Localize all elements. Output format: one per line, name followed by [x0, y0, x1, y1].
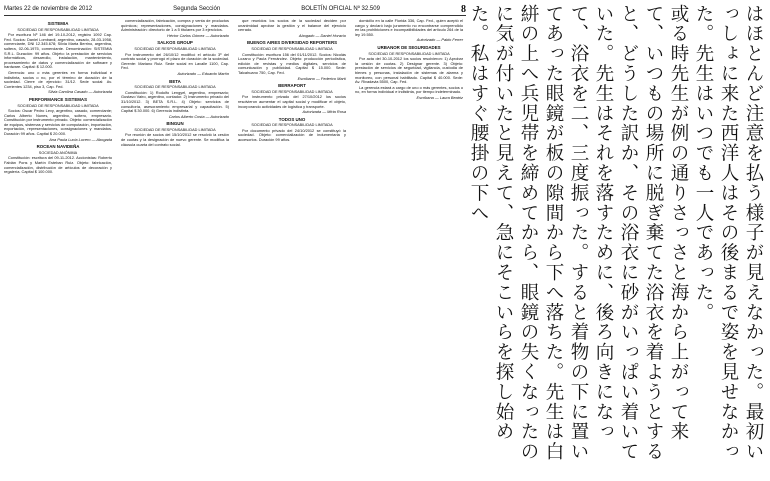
notice-subtitle: SOCIEDAD DE RESPONSABILIDAD LIMITADA	[134, 46, 216, 51]
notice-paragraph: Constitución: escritura 156 del 01/11/2012. Socios: Nicolás Lozano y Paula Fernández. Objeto: producción periodística, edición de revistas y medios digitales, servicios de comunicación y publicidad. Capital $ 15.000. Sede: Talcahuano 750, Cap. Fed.	[238, 51, 346, 75]
notice-signature: Ana Paula Lucia Lucero — Abogada	[49, 136, 112, 142]
bulletin-column-1	[4, 19, 112, 176]
header-section: Segunda Sección	[173, 6, 221, 12]
notice-paragraph: que reunidos los socios de la sociedad deciden por unanimidad aprobar la gestión y el balance del ejercicio cerrado.	[238, 18, 346, 33]
notice-title: SALKOS GROUP	[157, 40, 193, 46]
notice-title: BUENOS AIRES DIVERSIDAD REPORTERS	[246, 40, 338, 46]
notice-paragraph: comercialización, fabricación, compra y venta de productos químicos; representaciones, consignaciones y mandatos. Administración: directorio de 1 a 5 titulares por 3 ejercicios.	[121, 18, 229, 33]
bulletin-column-3	[238, 19, 346, 144]
notice-signature: Autorizado — Pablo Ferrer	[416, 37, 463, 43]
notice-paragraph: Constitución: escritura del 09-11-2012. Accionistas: Roberto Fabián Pons y Martín Esteban Ruiz. Objeto: fabricación, comercialización, distribución de artículos de decoración y regalería. Capital $ 100.000.	[4, 155, 112, 175]
notice-paragraph: Por instrumento del 26/10/12 modificó el artículo 3º del contrato social y prorrogó el plazo de duración de la sociedad. Gerente: Mariano Ruiz. Sede social en Lavalle 1100, Cap. Fed.	[121, 51, 229, 71]
notice-subtitle: SOCIEDAD DE RESPONSABILIDAD LIMITADA	[134, 127, 216, 132]
header-date: Martes 22 de noviembre de 2012	[4, 6, 93, 12]
notice-title: URBANOR DE SEGURIDADES	[377, 44, 441, 50]
notice-title: TODOS UNO	[278, 116, 306, 122]
notice-paragraph: Constitución: 1) Rodolfo Lengyel, argentino, empresario; Gustavo Vairo, argentino, contador. 2) Instrumento privado del 31/10/2012. 3) BETA S.R.L. 4) Objeto: servicios de consultoría, asesoramiento empresarial y capacitación. 5) Capital $ 30.000. 6) Gerencia indistinta.	[121, 89, 229, 114]
notice-subtitle: SOCIEDAD DE RESPONSABILIDAD LIMITADA	[251, 89, 333, 94]
notice-paragraph: domicilio en la calle Florida 336, Cap. Fed., quien aceptó el cargo y declaró bajo juramento no encontrarse comprendido en las prohibiciones e incompatibilidades del artículo 264 de la ley 19.550.	[355, 18, 463, 37]
notice-subtitle: SOCIEDAD DE RESPONSABILIDAD LIMITADA	[17, 27, 99, 32]
bulletin-header	[4, 3, 466, 16]
notice-title: PERFORMANCE SISTEMAS	[28, 96, 88, 102]
novel-paragraph: はほとんど注意を払う様子が見えなかった。最初いっしょに来た西洋人はその後まるで姿を見せなかった。先生はいつでも一人であった。	[693, 4, 764, 462]
notice-signature: Escribano — Federico Martí	[297, 75, 346, 81]
notice-paragraph: Por acta del 30-10-2012 los socios resolvieron: 1) Aprobar la cesión de cuotas. 2) Designar gerente. 3) Objeto: prestación de servicios de seguridad, vigilancia, custodia de bienes y personas, instalación de sistemas de alarma y monitoreo, con personal habilitado. Capital $ 40.000. Sede: Av. Rivadavia 5500, Cap. Fed.	[355, 56, 463, 85]
notice-signature: Autorizado — Eduardo Martín	[177, 70, 229, 76]
notice-signature: Héctor Carlos Gómez — Autorizado	[167, 32, 229, 38]
bulletin-column-4	[355, 19, 463, 103]
novel-text	[466, 4, 766, 477]
notice-paragraph: Por escritura Nº 146 del 19-10-2012, registro 1092 Cap. Fed. Socios: Daniel Lombardi, argentino, casado, 28-03-1958, comerciante, DNI 12.345.678; Silvia Marta Berrino, argentina, soltera, 02-06-1975, comerciante. Denominación: SISTEMIA S.R.L. Duración: 99 años. Objeto: la prestación de servicios informáticos, desarrollo, instalación, mantenimiento, procesamiento de datos y comercialización de software y hardware. Capital: $ 12.000.	[4, 32, 112, 70]
notice-paragraph: Gerencia: uno o más gerentes en forma individual e indistinta, socios o no, por el término de duración de la sociedad. Cierre de ejercicio: 31/12. Sede social: Av. Corrientes 1234, piso 3, Cap. Fed.	[4, 69, 112, 89]
notice-paragraph: Por reunión de socios del 15/10/2012 se resolvió la cesión de cuotas y la designación de nuevo gerente. Se modifica la cláusula cuarta del contrato social.	[121, 132, 229, 147]
notice-signature: Carlos Alberto Costa — Autorizado	[168, 113, 229, 119]
notice-paragraph: La gerencia estará a cargo de uno o más gerentes, socios o no, en forma individual e indistinta, por tiempo indeterminado.	[355, 84, 463, 95]
notice-title: BETA	[169, 78, 181, 84]
notice-title: SISTEMIA	[47, 21, 69, 26]
notice-paragraph: Por documento privado del 24/10/2012 se constituyó la sociedad. Objeto: comercialización de indumentaria y accesorios. Duración 99 años.	[238, 127, 346, 143]
header-publication: BOLETÍN OFICIAL Nº 32.509	[301, 6, 380, 12]
notice-paragraph: Socios: Oscar Pedro Levy, argentino, casado, comerciante; Carlos Alberto Nunes, argentino, soltero, empresario. Constitución por instrumento privado. Objeto: comercialización de equipos, sistemas y servicios de computación, importación, exportación, representaciones, consignaciones y mandatos. Duración 99 años. Capital $ 20.000.	[4, 108, 112, 137]
notice-signature: Escribana — Laura Beatriz	[416, 94, 463, 100]
novel-paragraph: 或る時先生が例の通りさっさと海から上がって来て、いつもの場所に脱ぎ棄てた浴衣を着ようとすると、どうした訳か、その浴衣に砂がいっぱい着いていた。先生はそれを落すために、後ろ向きになって、浴衣を二、三度振った。すると着物の下に置いてあった眼鏡が板の隙間から下へ落ちた。先生は白絣の上へ兵児帯を締めてから、眼鏡の失くなったのに気が付いたと見えて、急にそこいらを探し始めた。私はすぐ腰掛の下へ	[468, 4, 689, 462]
header-page-number: 8	[460, 3, 466, 15]
notice-title: ROCEAN NAVIDEÑA	[36, 144, 80, 150]
notice-subtitle: SOCIEDAD ANÓNIMA	[38, 150, 78, 155]
notice-subtitle: SOCIEDAD DE RESPONSABILIDAD LIMITADA	[134, 85, 216, 90]
bulletin-column-2	[121, 19, 229, 148]
notice-subtitle: SOCIEDAD DE RESPONSABILIDAD LIMITADA	[17, 103, 99, 108]
notice-signature: Abogado — Daniel Horacio	[298, 32, 346, 38]
notice-subtitle: SOCIEDAD DE RESPONSABILIDAD LIMITADA	[251, 46, 333, 51]
notice-subtitle: SOCIEDAD DE RESPONSABILIDAD LIMITADA	[251, 123, 333, 128]
notice-title: BINGUN	[166, 121, 184, 127]
notice-signature: Silvia Carolina Casado — Autorizada	[48, 89, 112, 95]
notice-paragraph: Por instrumento privado del 27/10/2012 los socios resolvieron aumentar el capital social y modificar el objeto, incorporando actividades de logística y transporte.	[238, 94, 346, 109]
notice-signature: Autorizada — Mirta Rosa	[302, 109, 346, 115]
notice-title: BERRAPORT	[278, 83, 306, 89]
notice-subtitle: SOCIEDAD DE RESPONSABILIDAD LIMITADA	[368, 51, 450, 56]
japanese-vertical-text	[468, 4, 766, 477]
